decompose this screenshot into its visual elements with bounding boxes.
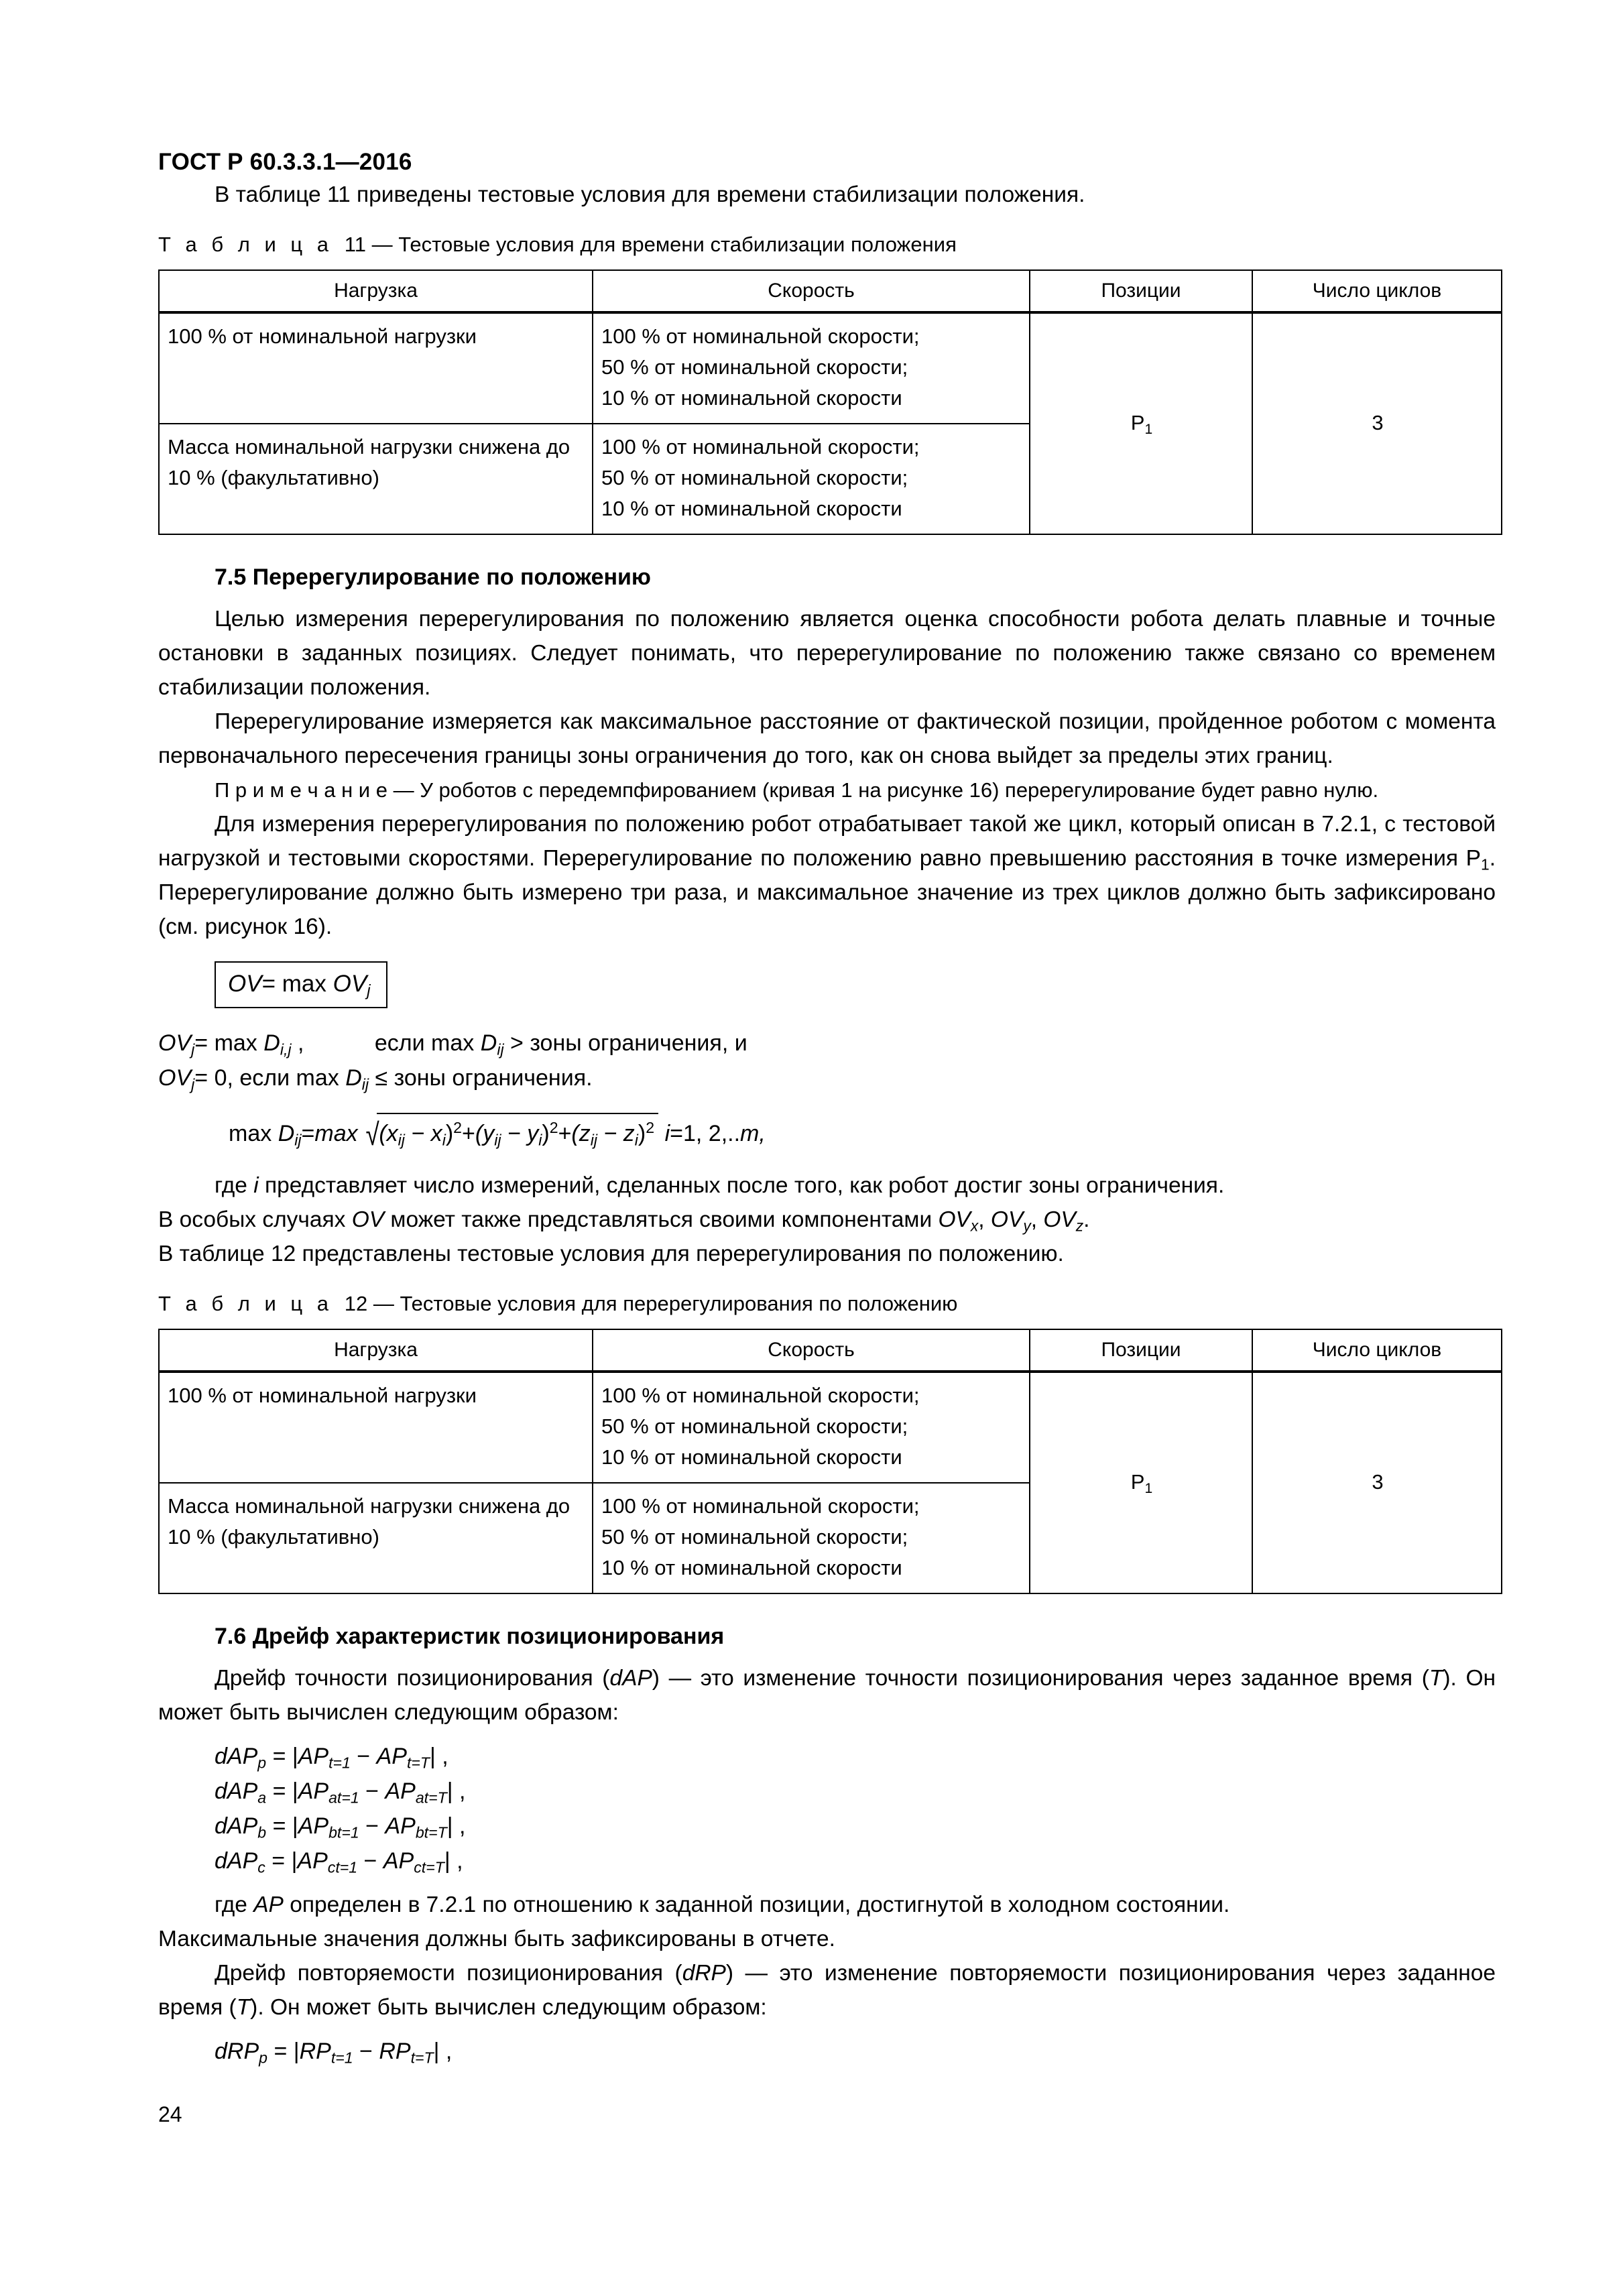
table11-col-cycles: Число циклов [1252, 270, 1502, 312]
section-76-heading: 7.6 Дрейф характеристик позиционирования [215, 1624, 725, 1649]
formula-ovj-line-1 [158, 1026, 1496, 1061]
table11-r1-speed [593, 312, 1030, 424]
formula-dap-p [215, 1739, 1496, 1774]
ovj-f: > зоны ограничения, и [503, 1030, 747, 1056]
table12-header-row [159, 1329, 1502, 1372]
ovj2-c-sub: ij [361, 1075, 369, 1093]
term2-sup: 2 [549, 1118, 558, 1136]
dapp-r1-sub: t=1 [328, 1754, 351, 1772]
term1b: − x [404, 1121, 442, 1146]
load-line: 10 % (факультативно) [168, 466, 379, 489]
table11-r1-speed-lines [601, 321, 1022, 414]
table11-r2-load-lines [168, 432, 585, 493]
running-header: ГОСТ Р 60.3.3.1—2016 [158, 149, 412, 175]
formula-ov-eq: = max [261, 971, 326, 997]
formula-drp-p [215, 2034, 1496, 2069]
formula-ov-rhs-sub: j [367, 981, 371, 1000]
p76-b: ) — это изменение точности позиционирования через заданное время ( [652, 1666, 1429, 1691]
dapb-r1-sub: bt=1 [328, 1823, 359, 1841]
position-subscript: 1 [1144, 1480, 1153, 1496]
speed-line: 50 % от номинальной скорости; [601, 466, 908, 489]
p3-part1: Для измерения перерегулирования по положению робот отрабатывает такой же цикл, который описан в 7.2.1, с тестовой нагрузкой и тестовыми скоростями. Перерегулирование по положению равно превышению расстояния в точке измерения P [158, 812, 1496, 871]
ovj-e: D [480, 1030, 497, 1056]
term1c: ) [445, 1121, 454, 1146]
dapc-lhs-sub: c [257, 1858, 265, 1876]
speed-line: 10 % от номинальной скорости [601, 497, 902, 520]
table11-lead-paragraph: В таблице 11 приведены тестовые условия для времени стабилизации положения. [215, 182, 1085, 207]
section-75-where-i [158, 1168, 1496, 1203]
dapp-r2: AP [376, 1744, 407, 1769]
dapa-r2: AP [385, 1778, 416, 1804]
table12-col-speed: Скорость [593, 1329, 1030, 1372]
page-number: 24 [158, 2102, 182, 2126]
dapb-minus: − [359, 1813, 385, 1839]
ovj2-d: ≤ зоны ограничения. [369, 1065, 593, 1091]
whereap-b: определен в 7.2.1 по отношению к заданной позиции, достигнутой в холодном состоянии. [283, 1892, 1230, 1917]
plus-2: + [558, 1121, 572, 1146]
table12-r1-speed [593, 1372, 1030, 1483]
p76-c: ). Он может быть вычислен следующим образом: [158, 1666, 1496, 1725]
speed-line: 100 % от номинальной скорости; [601, 324, 920, 348]
speed-line: 100 % от номинальной скорости; [601, 1494, 920, 1518]
table12-head [159, 1329, 1502, 1372]
table12-caption-label: Т а б л и ц а [158, 1292, 333, 1315]
section-75-note [158, 773, 1496, 807]
term3a: (z [571, 1121, 591, 1146]
p76b-b: ) — это изменение повторяемости позиционирования через заданное время ( [158, 1961, 1496, 2020]
table12-col-pos: Позиции [1030, 1329, 1252, 1372]
term3b-sub: i [634, 1131, 638, 1149]
dapb-r2: AP [385, 1813, 416, 1839]
speed-line: 50 % от номинальной скорости; [601, 1525, 908, 1549]
maxdij-prefix: max [229, 1121, 278, 1146]
table12-r2-load-lines [168, 1491, 585, 1553]
boxed-formula-wrapper [215, 961, 1496, 1008]
speed-line: 10 % от номинальной скорости [601, 386, 902, 410]
table11-caption-dash: — [371, 233, 393, 256]
whereap-a: где [215, 1892, 254, 1917]
section-75-paragraph-3 [158, 807, 1496, 944]
dapa-minus: − [359, 1778, 385, 1804]
table12-caption-text: Тестовые условия для перерегулирования по положению [400, 1292, 958, 1315]
maxdij-D: D [278, 1121, 295, 1146]
speed-line: 100 % от номинальной скорости; [601, 1384, 920, 1407]
whereap-ap: AP [253, 1892, 284, 1917]
position-subscript: 1 [1144, 421, 1153, 437]
load-line: 10 % (факультативно) [168, 1525, 379, 1549]
table12-r1-load: 100 % от номинальной нагрузки [159, 1372, 593, 1483]
ovcomp-y-sub: y [1023, 1217, 1031, 1235]
table12-body [159, 1372, 1502, 1593]
formula-ov-rhs: OV [333, 971, 367, 997]
ovcomp-x-sub: x [970, 1217, 979, 1235]
where-i-prefix: где [215, 1173, 254, 1198]
dapp-minus: − [350, 1744, 377, 1769]
ovj2-b: = 0, если max [194, 1065, 346, 1091]
dapb-lhs: dAP [215, 1813, 258, 1839]
table11-caption-label: Т а б л и ц а [158, 233, 333, 256]
table-row [159, 312, 1502, 424]
term3a-sub: ij [590, 1131, 598, 1149]
ovcomp-prefix: В особых случаях [158, 1207, 352, 1232]
dapc-minus: − [357, 1848, 383, 1874]
dapb-r1: AP [298, 1813, 329, 1839]
dapp-lhs-sub: p [257, 1754, 267, 1772]
table11-body [159, 312, 1502, 534]
formula-ov-boxed [215, 961, 387, 1008]
dapa-r1: AP [298, 1778, 329, 1804]
table12-col-load: Нагрузка [159, 1329, 593, 1372]
table11-col-pos: Позиции [1030, 270, 1252, 312]
table12-col-cycles: Число циклов [1252, 1329, 1502, 1372]
term3c: ) [638, 1121, 646, 1146]
section-75-heading: 7.5 Перерегулирование по положению [215, 564, 651, 590]
dapc-close: | , [444, 1848, 463, 1874]
table-12 [158, 1329, 1502, 1594]
ovcomp-x: OV [938, 1207, 971, 1232]
table11-header-row [159, 270, 1502, 312]
table11-caption [158, 229, 1496, 260]
drpp-r1-sub: t=1 [330, 2049, 353, 2067]
sqrt-expression [364, 1113, 658, 1151]
dapb-lhs-sub: b [257, 1823, 267, 1841]
term2a-sub: ij [494, 1131, 501, 1149]
plus-1: + [462, 1121, 475, 1146]
dapa-close: | , [446, 1778, 466, 1804]
ovj-cond: если max [374, 1030, 481, 1056]
p76-dap: dAP [609, 1666, 652, 1691]
dapp-close: | , [430, 1744, 448, 1769]
term2b: − y [501, 1121, 539, 1146]
table12-cycles: 3 [1252, 1372, 1502, 1593]
p76b-a: Дрейф повторяемости позиционирования ( [215, 1961, 682, 1986]
formula-ov-lhs: OV [228, 971, 262, 997]
drpp-r2-sub: t=T [410, 2049, 434, 2067]
section-75-paragraph-2: Перерегулирование измеряется как максимальное расстояние от фактической позиции, пройденное роботом с момента первоначального пересечения границы зоны ограничения до того, как он снова выйдет за пределы этих границ. [158, 709, 1496, 768]
section-75-ov-components: В особых случаях OV может также представляться своими компонентами $OV_x$, $OV_y$, $OV_z$. [158, 1207, 1090, 1235]
dapb-r2-sub: bt=T [415, 1823, 447, 1841]
term3-sup: 2 [646, 1118, 655, 1136]
ovj2-a-sub: j [191, 1075, 195, 1093]
table12-caption-dash: — [373, 1292, 394, 1315]
ovj-a-sub: j [191, 1040, 195, 1059]
dapa-eq: = | [266, 1778, 298, 1804]
table11-r2-load [159, 424, 593, 534]
ovj2-c: D [345, 1065, 362, 1091]
drpp-r1: RP [299, 2039, 331, 2064]
table12-r2-speed [593, 1483, 1030, 1593]
dapc-r2: AP [383, 1848, 414, 1874]
table12-caption [158, 1288, 1496, 1319]
term1a: (x [379, 1121, 398, 1146]
drpp-eq: = | [267, 2039, 300, 2064]
speed-line: 50 % от номинальной скорости; [601, 355, 908, 379]
table11-col-speed: Скорость [593, 270, 1030, 312]
dapa-lhs-sub: a [257, 1789, 267, 1807]
ovj-a: OV [158, 1030, 192, 1056]
section-76-where-ap [158, 1888, 1496, 1922]
dapp-lhs: dAP [215, 1744, 258, 1769]
section-75-table12-lead: В таблице 12 представлены тестовые условия для перерегулирования по положению. [158, 1242, 1064, 1266]
dapc-r1: AP [297, 1848, 328, 1874]
ovj-d: , [291, 1030, 304, 1056]
p76-T: T [1429, 1666, 1443, 1691]
table12-r2-speed-lines [601, 1491, 1022, 1583]
speed-line: 10 % от номинальной скорости [601, 1445, 902, 1469]
dapc-r1-sub: ct=1 [327, 1858, 358, 1876]
term2c: ) [542, 1121, 550, 1146]
maxdij-tail2: =1, 2,.. [670, 1121, 741, 1146]
ovcomp-ov: OV [351, 1207, 385, 1232]
maxdij-eq: = [301, 1121, 315, 1146]
ovj-b: = max [194, 1030, 264, 1056]
note-dash: — [393, 778, 414, 802]
table-row [159, 1372, 1502, 1483]
table11-caption-number: 11 [344, 233, 366, 256]
term3b: − z [597, 1121, 635, 1146]
formula-max-dij [229, 1113, 1496, 1151]
ovcomp-z-sub: z [1075, 1217, 1084, 1235]
section-76-paragraph-1 [158, 1661, 1496, 1730]
table11-r2-speed-lines [601, 432, 1022, 524]
table11-head [159, 270, 1502, 312]
drpp-close: | , [433, 2039, 453, 2064]
dapb-eq: = | [266, 1813, 298, 1839]
formula-dap-b [215, 1809, 1496, 1844]
section-75-paragraph-1: Целью измерения перерегулирования по положению является оценка способности робота делать плавные и точные остановки в заданных позициях. Следует понимать, что перерегулирование по положению также связано со временем стабилизации положения. [158, 607, 1496, 700]
ovj-c: D [263, 1030, 280, 1056]
p76-a: Дрейф точности позиционирования ( [215, 1666, 610, 1691]
dapb-close: | , [446, 1813, 466, 1839]
table12-position [1030, 1372, 1252, 1593]
dapa-r2-sub: at=T [415, 1789, 447, 1807]
term1-sup: 2 [453, 1118, 463, 1136]
where-i-rest: представляет число измерений, сделанных после того, как робот достиг зоны ограничения. [258, 1173, 1225, 1198]
drpp-r2: RP [379, 2039, 411, 2064]
table12-r1-speed-lines [601, 1380, 1022, 1473]
p76b-c: ). Он может быть вычислен следующим образом: [250, 1995, 767, 2020]
table-11 [158, 269, 1502, 535]
ovcomp-y: OV [990, 1207, 1024, 1232]
formula-dap-a [215, 1774, 1496, 1809]
page-content [158, 178, 1496, 2069]
drpp-lhs: dRP [215, 2039, 259, 2064]
dapp-eq: = | [266, 1744, 298, 1769]
formula-ovj-line-2 [158, 1061, 1496, 1095]
term1a-sub: ij [398, 1131, 405, 1149]
maxdij-tail-i: i [664, 1121, 670, 1146]
drpp-lhs-sub: p [259, 2049, 267, 2067]
ovj2-a: OV [158, 1065, 192, 1091]
dapa-lhs: dAP [215, 1778, 258, 1804]
table11-r2-speed [593, 424, 1030, 534]
table11-caption-text: Тестовые условия для времени стабилизации положения [398, 233, 957, 256]
dapp-r2-sub: t=T [406, 1754, 430, 1772]
ovj-c-sub: i,j [280, 1040, 292, 1059]
table11-position [1030, 312, 1252, 534]
speed-line: 100 % от номинальной скорости; [601, 435, 920, 459]
ovcomp-mid: может также представляться своими компонентами [384, 1207, 939, 1232]
term1b-sub: i [442, 1131, 446, 1149]
where-i-italic: i [253, 1173, 259, 1198]
dapa-r1-sub: at=1 [328, 1789, 359, 1807]
dapc-lhs: dAP [215, 1848, 258, 1874]
section-76-max-values: Максимальные значения должны быть зафиксированы в отчете. [158, 1927, 835, 1951]
section-76-paragraph-4 [158, 1956, 1496, 2025]
p3-part2: . Перерегулирование должно быть измерено три раза, и максимальное значение из трех циклов должно быть зафиксировано (см. рисунок 16). [158, 846, 1496, 939]
position-value: P [1130, 1469, 1145, 1494]
maxdij-D-sub: ij [294, 1131, 302, 1149]
maxdij-tail3: m, [740, 1121, 766, 1146]
dapc-r2-sub: ct=T [414, 1858, 444, 1876]
p3-subscript: 1 [1481, 855, 1490, 873]
note-text: У роботов с передемпфированием (кривая 1 на рисунке 16) перерегулирование будет равно нулю. [420, 778, 1379, 802]
table12-caption-number: 12 [344, 1292, 368, 1315]
table12-r2-load [159, 1483, 593, 1593]
load-line: Масса номинальной нагрузки снижена до [168, 435, 570, 459]
note-label: П р и м е ч а н и е [215, 778, 387, 802]
load-line: Масса номинальной нагрузки снижена до [168, 1494, 570, 1518]
maxdij-max2: max [314, 1121, 358, 1146]
formula-dap-c [215, 1844, 1496, 1878]
table11-col-load: Нагрузка [159, 270, 593, 312]
term2b-sub: i [538, 1131, 542, 1149]
ovcomp-z: OV [1043, 1207, 1076, 1232]
table11-cycles: 3 [1252, 312, 1502, 534]
p76b-drp: dRP [682, 1961, 726, 1986]
drpp-minus: − [353, 2039, 379, 2064]
radicand [377, 1113, 658, 1151]
table11-r1-load: 100 % от номинальной нагрузки [159, 312, 593, 424]
dapc-eq: = | [265, 1848, 298, 1874]
speed-line: 50 % от номинальной скорости; [601, 1414, 908, 1438]
p76b-T: T [236, 1995, 251, 2020]
term2a: (y [475, 1121, 495, 1146]
ovj-e-sub: ij [497, 1040, 504, 1059]
dapp-r1: AP [298, 1744, 329, 1769]
position-value: P [1130, 410, 1145, 434]
speed-line: 10 % от номинальной скорости [601, 1556, 902, 1579]
radical-sign-icon: √ [365, 1117, 379, 1152]
